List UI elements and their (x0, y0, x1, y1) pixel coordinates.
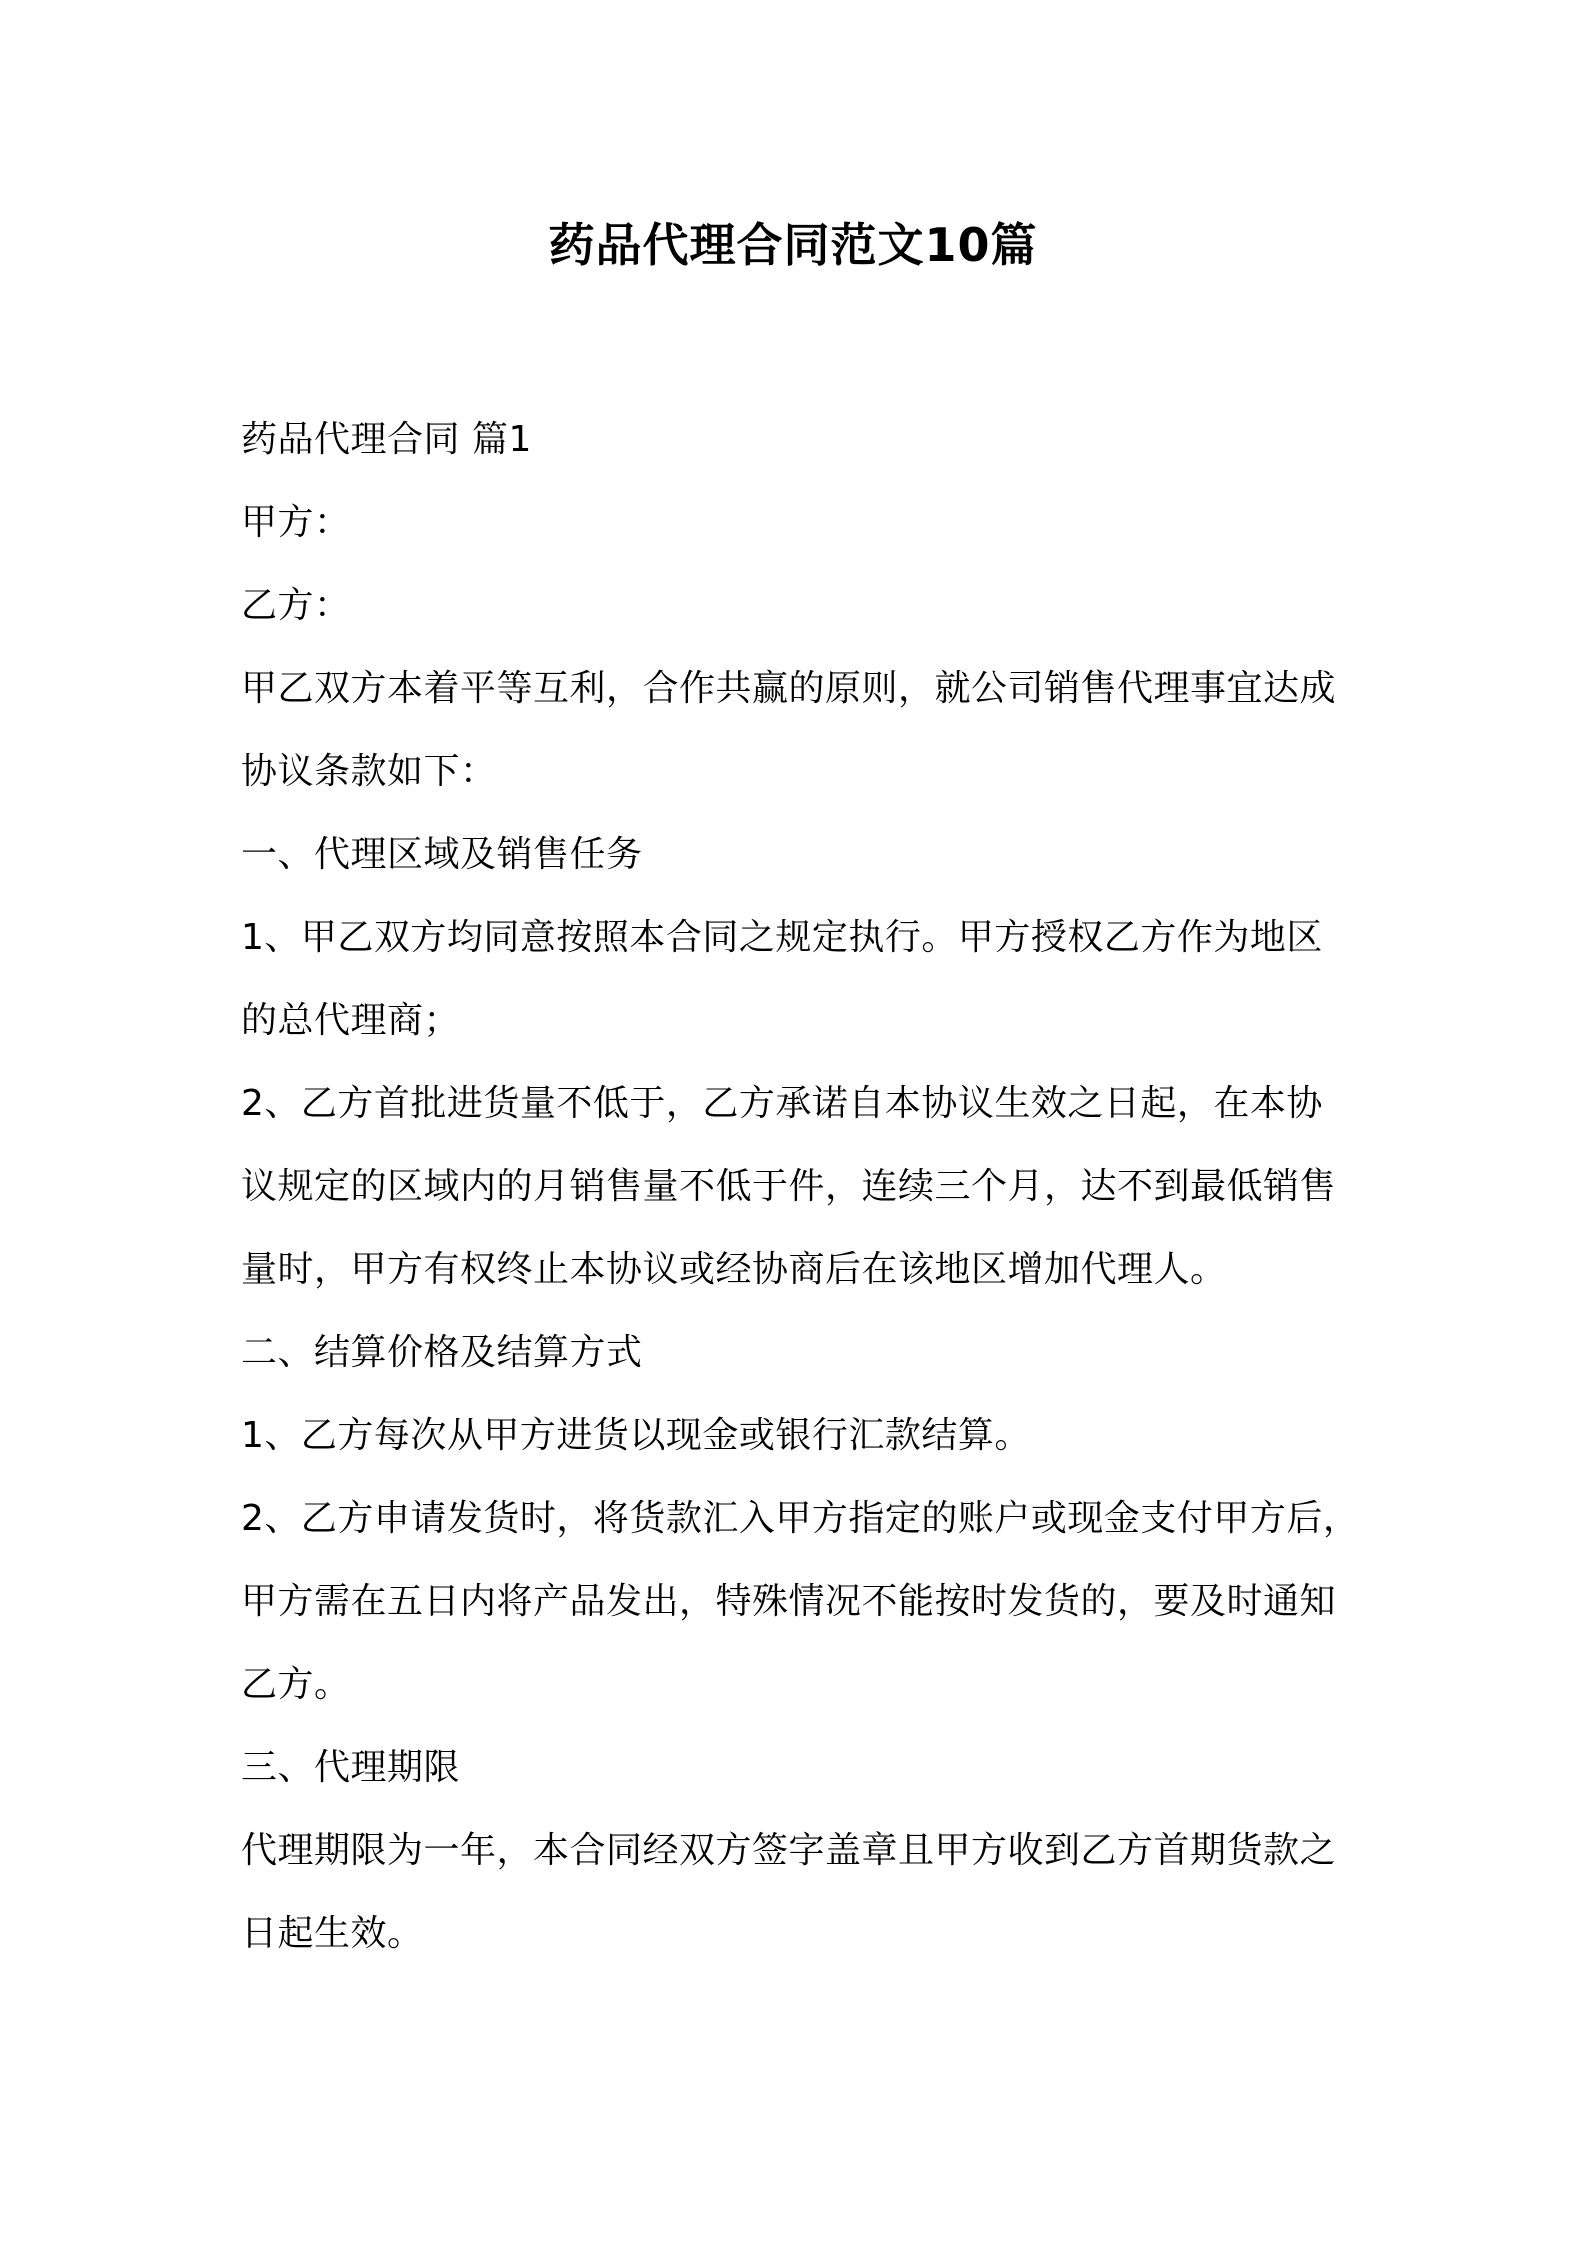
document-title: 药品代理合同范文10篇 (548, 218, 1038, 272)
text-line: 的总代理商； (241, 1000, 461, 1041)
text-line: 甲方需在五日内将产品发出，特殊情况不能按时发货的，要及时通知 (241, 1581, 1337, 1622)
clause-heading: 一、代理区域及销售任务 (241, 834, 643, 875)
text-line: 议规定的区域内的月销售量不低于件，连续三个月，达不到最低销售 (241, 1166, 1337, 1207)
text-line: 甲乙双方本着平等互利，合作共赢的原则，就公司销售代理事宜达成 (241, 668, 1337, 709)
document-body (241, 398, 1371, 1975)
clause-heading: 三、代理期限 (241, 1747, 461, 1788)
text-line: 2、乙方申请发货时，将货款汇入甲方指定的账户或现金支付甲方后， (241, 1498, 1360, 1539)
clause-heading: 二、结算价格及结算方式 (241, 1332, 643, 1373)
section-heading: 药品代理合同 篇1 (241, 419, 532, 460)
text-line: 1、乙方每次从甲方进货以现金或银行汇款结算。 (241, 1415, 1031, 1456)
text-line: 乙方。 (241, 1664, 351, 1705)
text-line: 2、乙方首批进货量不低于，乙方承诺自本协议生效之日起，在本协 (241, 1083, 1323, 1124)
text-line: 日起生效。 (241, 1913, 424, 1954)
text-line: 协议条款如下： (241, 751, 497, 792)
text-line: 量时，甲方有权终止本协议或经协商后在该地区增加代理人。 (241, 1249, 1227, 1290)
party-b-line: 乙方： (241, 585, 351, 626)
party-a-line: 甲方： (241, 502, 351, 543)
text-line: 1、甲乙双方均同意按照本合同之规定执行。甲方授权乙方作为地区 (241, 917, 1323, 958)
text-line: 代理期限为一年，本合同经双方签字盖章且甲方收到乙方首期货款之 (241, 1830, 1337, 1871)
